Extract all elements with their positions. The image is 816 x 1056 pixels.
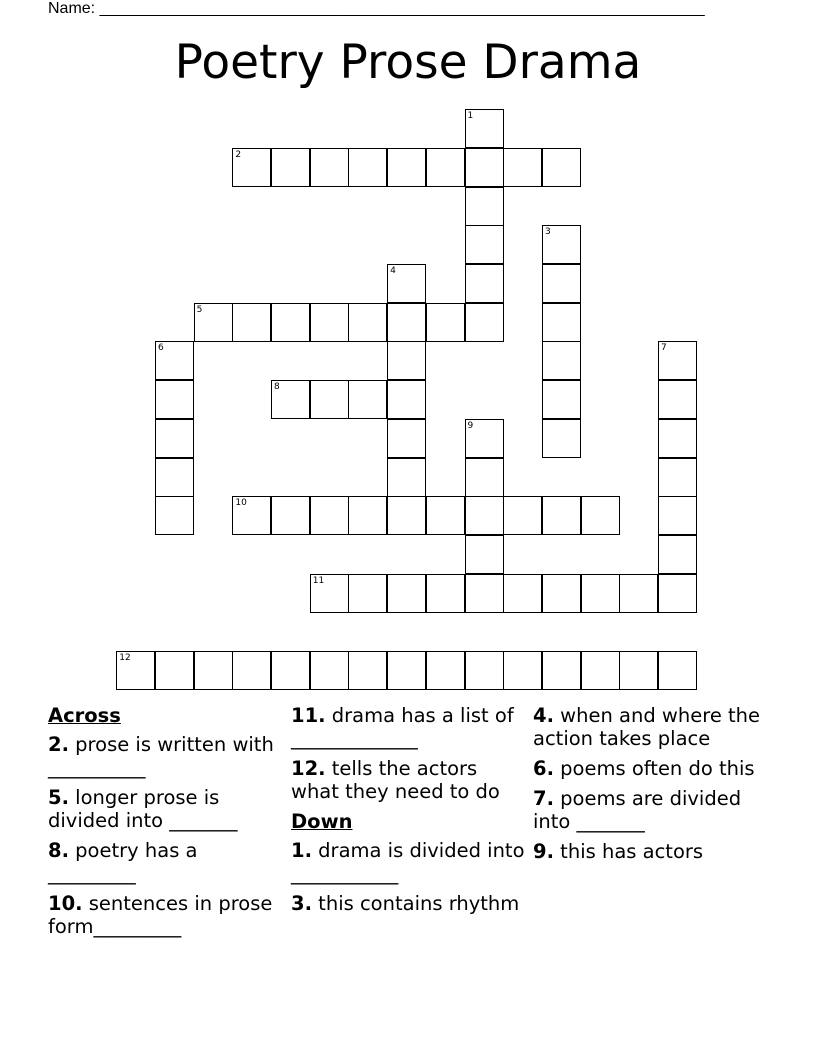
- grid-cell[interactable]: [542, 341, 581, 380]
- clue-item-text: drama has a list of _____________: [291, 704, 514, 750]
- grid-cell[interactable]: [465, 419, 504, 458]
- clue-item: [291, 704, 526, 750]
- grid-cell[interactable]: [155, 380, 194, 419]
- grid-cell[interactable]: [387, 148, 426, 187]
- clue-item-text: drama is divided into ___________: [291, 839, 525, 885]
- grid-cell[interactable]: [658, 496, 697, 535]
- grid-cell[interactable]: [387, 574, 426, 613]
- clue-item: [291, 892, 526, 915]
- grid-cell[interactable]: [503, 148, 542, 187]
- clue-item-number: 1.: [291, 839, 312, 862]
- grid-cell[interactable]: [426, 574, 465, 613]
- grid-cell[interactable]: [426, 651, 465, 690]
- grid-cell[interactable]: [387, 341, 426, 380]
- grid-cell[interactable]: [658, 574, 697, 613]
- clue-item-number: 6.: [533, 757, 554, 780]
- clue-item-text: poetry has a _________: [48, 839, 198, 885]
- grid-cell[interactable]: [581, 574, 620, 613]
- clue-item-text: sentences in prose form_________: [48, 892, 273, 938]
- grid-cell[interactable]: [581, 496, 620, 535]
- grid-cell[interactable]: [271, 496, 310, 535]
- grid-cell[interactable]: [310, 574, 349, 613]
- grid-cell[interactable]: [542, 496, 581, 535]
- grid-cell[interactable]: [271, 380, 310, 419]
- grid-cell[interactable]: [465, 109, 504, 148]
- clue-item: [533, 757, 763, 780]
- grid-cell[interactable]: [658, 380, 697, 419]
- grid-cell[interactable]: [387, 303, 426, 342]
- grid-cell[interactable]: [310, 496, 349, 535]
- grid-cell[interactable]: [542, 264, 581, 303]
- grid-cell[interactable]: [658, 651, 697, 690]
- clue-section-heading: Down: [291, 810, 353, 833]
- grid-cell[interactable]: [542, 651, 581, 690]
- grid-cell[interactable]: [426, 303, 465, 342]
- grid-cell[interactable]: [465, 651, 504, 690]
- grid-cell[interactable]: [503, 496, 542, 535]
- grid-cell[interactable]: [155, 419, 194, 458]
- clue-item-text: this contains rhythm: [311, 892, 520, 915]
- grid-cell[interactable]: [116, 651, 155, 690]
- clue-item-number: 3.: [291, 892, 312, 915]
- grid-cell[interactable]: [232, 303, 271, 342]
- grid-cell[interactable]: [542, 574, 581, 613]
- clue-item-text: poems are divided into _______: [533, 787, 742, 833]
- grid-cell[interactable]: [387, 651, 426, 690]
- clue-number: 2: [235, 149, 242, 160]
- clue-number: 12: [119, 653, 131, 664]
- clue-section-heading: Across: [48, 704, 121, 727]
- clue-item: [48, 892, 283, 938]
- clue-item-text: when and where the action takes place: [533, 704, 761, 750]
- clue-item: [48, 733, 283, 779]
- grid-cell[interactable]: [310, 303, 349, 342]
- grid-cell[interactable]: [155, 341, 194, 380]
- grid-cell[interactable]: [387, 458, 426, 497]
- clue-number: 8: [274, 382, 280, 393]
- grid-cell[interactable]: [619, 651, 658, 690]
- clue-item-number: 9.: [533, 840, 554, 863]
- grid-cell[interactable]: [658, 419, 697, 458]
- grid-cell[interactable]: [387, 496, 426, 535]
- clue-number: 10: [235, 498, 247, 509]
- clue-item: [291, 757, 526, 803]
- grid-cell[interactable]: [503, 651, 542, 690]
- clue-item-number: 5.: [48, 786, 69, 809]
- grid-cell[interactable]: [465, 148, 504, 187]
- clue-item-number: 11.: [291, 704, 326, 727]
- grid-cell[interactable]: [155, 651, 194, 690]
- clue-item-number: 4.: [533, 704, 554, 727]
- grid-cell[interactable]: [348, 496, 387, 535]
- clues-column-1: [48, 704, 283, 945]
- grid-cell[interactable]: [310, 651, 349, 690]
- grid-cell[interactable]: [348, 380, 387, 419]
- grid-cell[interactable]: [581, 651, 620, 690]
- clue-item-text: this has actors: [553, 840, 704, 863]
- grid-cell[interactable]: [232, 651, 271, 690]
- grid-cell[interactable]: [619, 574, 658, 613]
- grid-cell[interactable]: [465, 264, 504, 303]
- grid-cell[interactable]: [503, 574, 542, 613]
- clue-number: 6: [157, 343, 164, 354]
- grid-cell[interactable]: [542, 303, 581, 342]
- grid-cell[interactable]: [465, 574, 504, 613]
- grid-cell[interactable]: [271, 303, 310, 342]
- grid-cell[interactable]: [232, 148, 271, 187]
- grid-cell[interactable]: [310, 380, 349, 419]
- clue-number: 3: [544, 227, 551, 238]
- grid-cell[interactable]: [387, 419, 426, 458]
- clues-column-3: [533, 704, 763, 870]
- name-field-label: Name: ____________________________________________________________________: [48, 0, 705, 17]
- grid-cell[interactable]: [658, 458, 697, 497]
- grid-cell[interactable]: [465, 303, 504, 342]
- grid-cell[interactable]: [426, 148, 465, 187]
- grid-cell[interactable]: [348, 651, 387, 690]
- grid-cell[interactable]: [194, 303, 233, 342]
- grid-cell[interactable]: [542, 225, 581, 264]
- grid-cell[interactable]: [465, 535, 504, 574]
- grid-cell[interactable]: [387, 264, 426, 303]
- clue-number: 11: [312, 575, 325, 586]
- clue-item-number: 8.: [48, 839, 69, 862]
- grid-cell[interactable]: [387, 380, 426, 419]
- grid-cell[interactable]: [542, 419, 581, 458]
- clue-number: 4: [390, 266, 396, 277]
- grid-cell[interactable]: [155, 496, 194, 535]
- grid-cell[interactable]: [348, 574, 387, 613]
- grid-cell[interactable]: [465, 458, 504, 497]
- page-title: Poetry Prose Drama: [174, 35, 642, 90]
- grid-cell[interactable]: [310, 148, 349, 187]
- clue-number: 1: [467, 111, 474, 122]
- clue-item-number: 2.: [48, 733, 69, 756]
- grid-cell[interactable]: [155, 458, 194, 497]
- clue-number: 9: [467, 420, 474, 431]
- grid-cell[interactable]: [542, 380, 581, 419]
- grid-cell[interactable]: [194, 651, 233, 690]
- clue-item: [533, 787, 763, 833]
- clue-item-number: 10.: [48, 892, 83, 915]
- grid-cell[interactable]: [271, 148, 310, 187]
- clues-column-2: [291, 704, 526, 922]
- clue-item: [533, 704, 763, 750]
- grid-cell[interactable]: [426, 496, 465, 535]
- grid-cell[interactable]: [542, 148, 581, 187]
- clue-item: [291, 839, 526, 885]
- clue-item-text: tells the actors what they need to do: [291, 757, 500, 803]
- grid-cell[interactable]: [465, 225, 504, 264]
- grid-cell[interactable]: [465, 187, 504, 226]
- clue-item: [533, 840, 763, 863]
- grid-cell[interactable]: [348, 148, 387, 187]
- clue-number: 7: [661, 343, 667, 354]
- clue-item-text: prose is written with __________: [48, 733, 274, 779]
- grid-cell[interactable]: [232, 496, 271, 535]
- grid-cell[interactable]: [348, 303, 387, 342]
- clue-number: 5: [196, 304, 203, 315]
- clue-item-number: 7.: [533, 787, 554, 810]
- grid-cell[interactable]: [271, 651, 310, 690]
- clue-item: [48, 786, 283, 832]
- clue-item: [48, 839, 283, 885]
- clue-item-number: 12.: [291, 757, 326, 780]
- clue-item-text: longer prose is divided into _______: [48, 786, 238, 832]
- grid-cell[interactable]: [658, 341, 697, 380]
- clue-item-text: poems often do this: [553, 757, 755, 780]
- grid-cell[interactable]: [465, 496, 504, 535]
- grid-cell[interactable]: [658, 535, 697, 574]
